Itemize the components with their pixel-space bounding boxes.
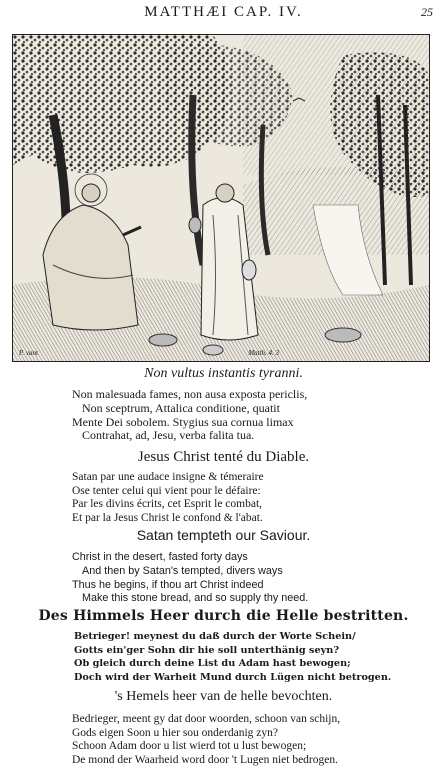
german-heading: Des Himmels Heer durch die Helle bestritten. <box>38 608 409 624</box>
latin-verse <box>0 388 447 443</box>
verse-line: Contrahat, ad, Jesu, verba falita tua. <box>82 428 255 443</box>
page-header <box>0 2 447 24</box>
english-verse-section <box>0 527 447 606</box>
plate-reference: Matth. 4. 3 <box>248 349 279 357</box>
french-verse <box>0 471 447 525</box>
page-number: 25 <box>421 5 433 19</box>
english-heading: Satan tempteth our Saviour. <box>136 527 311 543</box>
plate-signature: P. vant <box>19 349 38 357</box>
verse-line: De mond der Waarheid word door 't Lugen niet bedrogen. <box>72 754 338 767</box>
latin-verse-section <box>0 388 447 443</box>
verse-line: Par les divins écrits, cet Esprit le combat, <box>72 498 263 511</box>
english-verse <box>0 551 447 606</box>
engraving-caption: Non vultus instantis tyranni. <box>144 366 303 381</box>
verse-line: Mente Dei sobolem. Stygius sua cornua limax <box>72 414 294 429</box>
verse-line: Thus he begins, if thou art Christ indeed <box>72 578 264 591</box>
verse-line: Gotts ein'ger Sohn dir hie soll unterthänig seyn? <box>74 644 339 656</box>
verse-line: Make this stone bread, and so supply thy need. <box>82 592 309 605</box>
engraving-scene <box>13 35 429 361</box>
verse-line: And then by Satan's tempted, divers ways <box>82 564 283 577</box>
verse-line: Bedrieger, meent gy dat door woorden, schoon van schijn, <box>72 713 341 725</box>
running-title: MATTHÆI CAP. IV. <box>144 4 303 20</box>
verse-line: Christ in the desert, fasted forty days <box>72 551 248 563</box>
verse-line: Et par la Jesus Christ le confond & l'abat. <box>72 511 263 524</box>
verse-line: Doch wird der Warheit Mund durch Lügen nicht betrogen. <box>74 671 392 683</box>
verse-line: Betrieger! meynest du daß durch der Worte Schein/ <box>74 631 356 642</box>
french-heading: Jesus Christ tenté du Diable. <box>137 449 310 465</box>
verse-line: Non malesuada fames, non ausa exposta periclis, <box>72 387 308 401</box>
dutch-heading: 's Hemels heer van de helle bevochten. <box>114 689 333 704</box>
verse-line: Gods eigen Soon u hier sou onderdanig zyn? <box>72 726 279 739</box>
verse-line: Satan par une audace insigne & témeraire <box>72 471 264 483</box>
verse-line: Ob gleich durch deine List du Adam hast bewogen; <box>74 658 351 670</box>
german-verse <box>0 630 447 684</box>
german-verse-section <box>0 607 447 684</box>
engraving-illustration <box>12 34 430 362</box>
verse-line: Non sceptrum, Attalica conditione, quatit <box>82 400 280 415</box>
french-verse-section <box>0 448 447 525</box>
dutch-verse <box>0 713 447 768</box>
dutch-verse-section <box>0 688 447 768</box>
verse-line: Ose tenter celui qui vient pour le défaire: <box>72 484 261 497</box>
verse-line: Schoon Adam door u list wierd tot u lust bewogen; <box>72 740 307 753</box>
